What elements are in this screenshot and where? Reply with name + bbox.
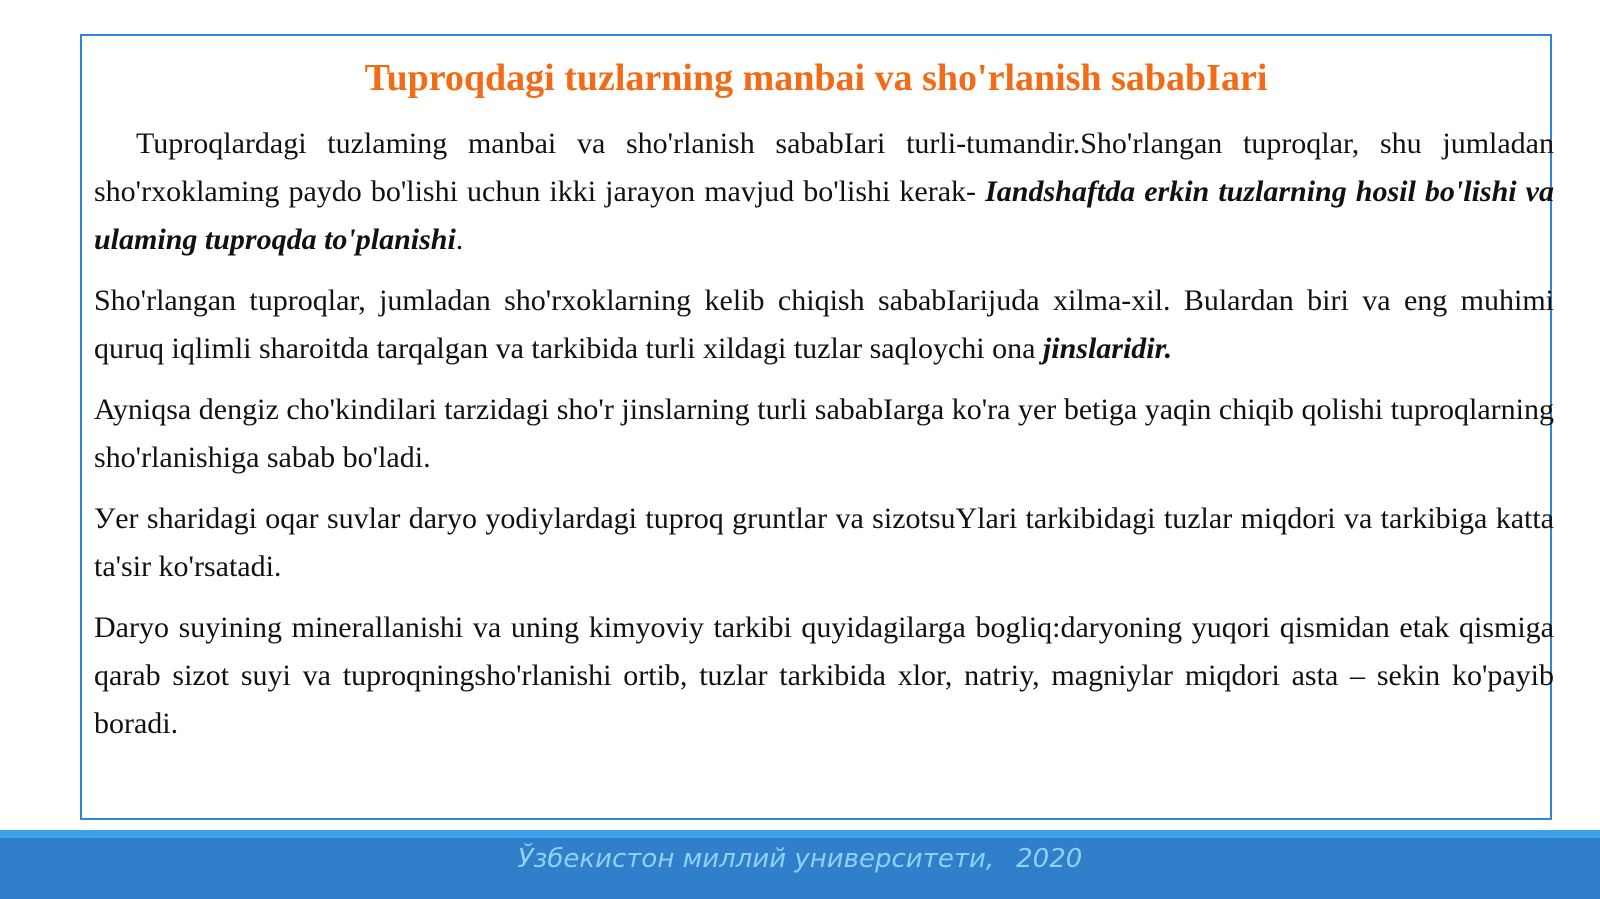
slide-frame (80, 34, 1552, 820)
paragraph-2-text: Sho'rlangan tuproqlar, jumladan sho'rxoklarning kelib chiqish sababIarijuda xilma-xil. Bulardan biri va eng muhimi quruq iqlimli sharoitda tarqalgan va tarkibida turli xildagi tuzlar saqloychi ona (94, 284, 1554, 365)
paragraph-3 (94, 386, 1554, 482)
paragraph-5-text: Daryo suyining minerallanishi va uning kimyoviy tarkibi quyidagilarga bogliq:daryoning yuqori qismidan etak qismiga qarab sizot suyi va tuproqningsho'rlanishi ortib, tuzlar tarkibida xlor, natriy, magniylar miqdori asta – sekin ko'payib boradi. (94, 611, 1554, 740)
footer-university: Ўзбекистон миллий университети, (517, 844, 995, 874)
paragraph-1-emphasis: Iandshaftda erkin tuzlarning hosil bo'lishi va ulaming tuproqda to'planishi (94, 175, 1554, 256)
footer (0, 838, 1600, 880)
slide-title: Tuproqdagi tuzlarning manbai va sho'rlanish sababIari (364, 57, 1268, 99)
paragraph-3-text: Ayniqsa dengiz cho'kindilari tarzidagi sho'r jinslarning turli sababIarga ko'ra yer betiga yaqin chiqib qolishi tuproqlarning sho'rlanishiga sabab bo'ladi. (94, 393, 1554, 474)
slide-content (94, 120, 1554, 761)
paragraph-1-tail: . (455, 223, 464, 256)
paragraph-1 (94, 120, 1554, 264)
paragraph-1-text: Tuproqlardagi tuzlaming manbai va sho'rlanish sababIari turli-tumandir.Sho'rlangan tuproqlar, shu jumladan sho'rxoklaming paydo bo'lishi uchun ikki jarayon mavjud bo'lishi kerak- (94, 127, 1554, 208)
paragraph-4 (94, 495, 1554, 591)
paragraph-5 (94, 604, 1554, 748)
paragraph-2 (94, 277, 1554, 373)
paragraph-4-text: Уer sharidagi oqar suvlar daryo yodiylardagi tuproq gruntlar va sizotsuYlari tarkibidagi tuzlar miqdori va tarkibiga katta ta'sir ko'rsatadi. (94, 502, 1554, 583)
paragraph-2-emphasis: jinslaridir. (1042, 332, 1173, 365)
footer-year: 2020 (1016, 844, 1083, 874)
